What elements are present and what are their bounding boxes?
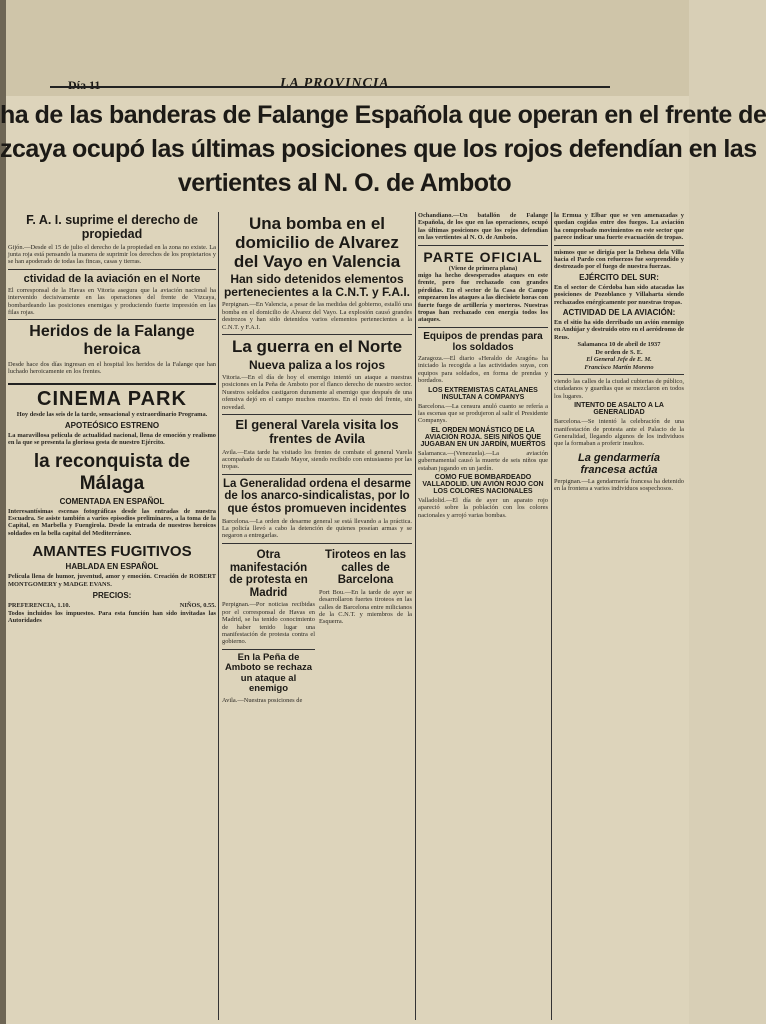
article-valladolid: Valladolid.—El día de ayer un aparato rojo apareció sobre la población con los colores nacionales y arrojó varias bombas. [418, 496, 548, 519]
headline-guerra: La guerra en el Norte [231, 337, 403, 356]
precios-row [8, 602, 216, 609]
masthead: LA PROVINCIA [280, 76, 390, 91]
article-ejercito-sur: En el sector de Córdoba han sido atacadas las posiciones de Pozoblanco y Villaharta siendo rechazados enérgicamente por nuestras tropas. [554, 283, 684, 306]
column-3 [418, 212, 548, 1020]
column-rule [551, 212, 552, 1020]
banner-line-1: ha de las banderas de Falange Española que operan en el frente de [0, 101, 766, 129]
column-1 [8, 212, 216, 1020]
article-generalidad: Barcelona.—La orden de desarme general se está llevando a la práctica. La policía llevó a cabo la detención de quienes poseían armas y se negaron a entregarlas. [222, 517, 412, 540]
headline-asalto: INTENTO DE ASALTO A LA GENERALIDAD [574, 402, 664, 417]
divider [222, 474, 412, 475]
article-heridos: Desde hace dos días ingresan en el hospital los heridos de la Falange que han luchado heroicamente en los frentes. [8, 360, 216, 376]
headline-gendarmeria: La gendarmería francesa actúa [578, 451, 660, 476]
headline-aviacion-roja: EL ORDEN MONÁSTICO DE LA AVIACIÓN ROJA. SEIS NIÑOS QUE JUGABAN EN UN JARDÍN, MUERTOS [420, 426, 546, 448]
article-calles: viendo las calles de la ciudad cubiertas de público, ciudadanos y guardias que se mezclaron en todos los lugares. [554, 377, 684, 400]
column-2 [222, 212, 412, 1020]
column-4 [554, 212, 684, 1020]
parte-fecha: Salamanca 10 de abril de 1937 [577, 341, 661, 349]
headline-extremistas: LOS EXTREMISTAS CATALANES INSULTAN A COMPANYS [428, 386, 538, 401]
parte-firma: Francisco Martín Moreno [584, 363, 654, 371]
article-guerra: Vitoria.—En el día de hoy el enemigo intentó un ataque a nuestras posiciones en la Peña de Amboto por el flanco derecho de nuestro sector. Nuestros soldados castigaron duramente al enemigo que después de una ofensiva dejó en el campo muchos muertos. En el resto del frente, sin novedad. [222, 373, 412, 411]
cinema-park-title: CINEMA PARK [37, 388, 187, 411]
headline-bomba: Una bomba en el domicilio de Alvarez del Vayo en Valencia [233, 214, 401, 271]
headline-equipos: Equipos de prendas para los soldados [423, 330, 543, 353]
divider [8, 269, 216, 270]
article-parte: migo ha hecho desesperados ataques en este frente, pero fue rechazado con grandes pérdidas. En el sector de la Casa de Campo empezaron los ataques a las diecisiete horas con fuerte fuego de artillería y morteros. Nuestras tropas han rechazado con energía todos los ataques. [418, 272, 548, 324]
divider [8, 383, 216, 385]
banner-line-3: vertientes al N. O. de Amboto [177, 169, 512, 197]
tiroteos-block [319, 547, 412, 704]
headline-varela: El general Varela visita los frentes de Avila [235, 416, 399, 447]
cinema-text: La maravillosa película de actualidad nacional, llena de emoción y realismo en la que se presenta la gloriosa gesta de nuestro Ejército. [8, 431, 216, 447]
article-asalto: Barcelona.—Se intentó la celebración de una manifestación de protesta ante el Palacio de la Generalidad, llegando algunos de los individuos que la formaban a proferir insultos. [554, 418, 684, 448]
article-aviacion: El corresponsal de la Havas en Vitoria asegura que la aviación nacional ha intervenido decisivamente en las operaciones del frente de Vizcaya, bombardeando las posiciones enemigas y produciendo fuerte impresión en las filas rojas. [8, 286, 216, 317]
banner-line-2: zcaya ocupó las últimas posiciones que los rojos defendían en las [0, 135, 757, 163]
divider [222, 414, 412, 415]
article-varela: Avila.—Esta tarde ha visitado los frentes de combate el general Varela acompañado de su Estado Mayor, siendo recibido con entusiasmo por las tropas. [222, 448, 412, 471]
divider [418, 245, 548, 246]
malaga-title: la reconquista de Málaga [33, 450, 191, 494]
amantes-title: AMANTES FUGITIVOS [32, 543, 192, 561]
page-folio: Día 11 [68, 78, 101, 92]
malaga-comentada: COMENTADA EN ESPAÑOL [59, 496, 165, 506]
article-bomba: Perpignan.—En Valencia, a pesar de las medidas del gobierno, estalló una bomba en el domicilio de Alvarez del Vayo. La explosión causó grandes destrozos y han sido detenidos varios elementos pertenecientes a la C.N.T. y F.A.I. [222, 301, 412, 331]
article-equipos: Zaragoza.—El diario «Heraldo de Aragón» ha iniciado la recogida a las actividades suyas, con equipos para soldados, en forma de prendas y bordados. [418, 354, 548, 385]
parte-oficial-title: PARTE OFICIAL [423, 248, 543, 265]
parte-orden: De orden de S. E. [595, 348, 643, 356]
parte-general: El General Jefe de E. M. [586, 356, 652, 364]
headline-aviacion: ctividad de la aviación en el Norte [23, 272, 201, 285]
bottom-split [222, 547, 412, 704]
article-extremistas: Barcelona.—La censura anuló cuanto se refería a las escenas que se produjeron al salir el Presidente Companys. [418, 402, 548, 425]
divider [418, 327, 548, 328]
malaga-text: Interesantísimas escenas fotográficas desde las entradas de nuestra Escuadra. Se asiste también a varios episodios preliminares, a la toma de la Capital, en Marbella y Fuengirola. Desde la entrada de nuestros heroicos soldados en la bella capital del Mediterráneo. [8, 507, 216, 537]
divider [554, 245, 684, 246]
column-rule [415, 212, 416, 1020]
divider [554, 374, 684, 375]
headline-ejercito-sur: EJÉRCITO DEL SUR: [579, 272, 659, 282]
headline-generalidad: La Generalidad ordena el desarme de los anarco-sindicalistas, por lo que éstos promueven incidentes [223, 477, 411, 515]
precios-label: PRECIOS: [92, 591, 132, 601]
article-amboto: Avila.—Nuestras posiciones de [222, 696, 303, 704]
precio-preferencia: PREFERENCIA, 1.10. [8, 602, 71, 610]
article-ochandiano: Ochandiano.—Un batallón de Falange Española, de los que en las operaciones, ocupó las últimas posiciones que los rojos defendían en las vertientes al N. O. de Amboto. [418, 212, 548, 242]
divider [222, 543, 412, 544]
amantes-text: Película llena de humor, juventud, amor y emoción. Creación de ROBERT MONTGOMERY y MADGE EVANS. [8, 573, 216, 588]
article-aviacion-roja: Salamanca.—(Venezuela).—La aviación gubernamental causó la muerte de seis niños que estaban jugando en un jardín. [418, 449, 548, 472]
article-tiroteos: Port Bou.—En la tarde de ayer se desarrollaron fuertes tiroteos en las calles de Barcelona entre milicianos de la C.N.T. y miembros de la Esquerra. [319, 588, 412, 626]
divider [8, 319, 216, 320]
precio-ninos: NIÑOS, 0.55. [179, 602, 216, 610]
headline-valladolid: COMO FUE BOMBARDEADO VALLADOLID. UN AVIÓN ROJO CON LOS COLORES NACIONALES [422, 473, 544, 495]
headline-amboto: En la Peña de Amboto se rechaza un ataque al enemigo [224, 651, 313, 695]
headline-manifestacion: Otra manifestación de protesta en Madrid [229, 548, 308, 599]
cinema-estreno: APOTEÓSICO ESTRENO [64, 420, 160, 430]
parte-sub: (Viene de primera plana) [448, 264, 518, 272]
headline-paliza: Nueva paliza a los rojos [248, 357, 386, 372]
headline-fai: F. A. I. suprime el derecho de propiedad [26, 213, 198, 241]
headline-heridos: Heridos de la Falange heroica [29, 323, 195, 359]
headline-actividad-aviacion: ACTIVIDAD DE LA AVIACIÓN: [562, 308, 676, 318]
manifestacion-block [222, 547, 315, 704]
article-pardo: mismos que se dirigía por la Dehesa dela Villa hacia el Pardo con refuerzos fue sorprendido y destrozado por el fuego de nuestra fuerzas. [554, 248, 684, 271]
header-rule [50, 86, 610, 88]
article-ermua: la Ermua y Elbar que se ven amenazadas y quedan cogidas entre dos fuegos. La aviación ha comprobado movimientos en este sector que parece indicar una fuerte evacuación de tropas. [554, 212, 684, 242]
article-actividad-aviacion: En el sitio ha sido derribado un avión enemigo en Andújar y destruido otro en el aeródromo de Reus. [554, 319, 684, 341]
article-gendarmeria: Perpignan.—La gendarmería francesa ha detenido en la frontera a varios individuos sospechosos. [554, 477, 684, 493]
precios-note: Todos incluidos los impuestos. Para esta función han sido invitadas las Autoridades [8, 609, 216, 624]
headline-tiroteos: Tiroteos en las calles de Barcelona [325, 548, 406, 587]
banner-headline [0, 98, 766, 200]
headline-detenidos: Han sido detenidos elementos pertenecientes a la C.N.T. y F.A.I. [223, 272, 411, 300]
divider [222, 649, 315, 650]
amantes-sub: HABLADA EN ESPAÑOL [65, 562, 159, 572]
article-fai: Gijón.—Desde el 15 de julio el derecho de la propiedad en la zona no existe. La junta roja está pensando la manera de suprimir los derechos de los propietarios y se han apoderado de todas las fincas, casas y tierras. [8, 243, 216, 266]
column-rule [218, 212, 219, 1020]
article-manifestacion: Perpignan.—Por noticias recibidas por el corresponsal de Havas en Madrid, se ha tenido conocimiento de haber tenido lugar una manifestación de protesta contra el gobierno. [222, 601, 315, 646]
cinema-subtitle: Hoy desde las seis de la tarde, sensacional y extraordinario Programa. [16, 411, 208, 419]
divider [222, 334, 412, 335]
